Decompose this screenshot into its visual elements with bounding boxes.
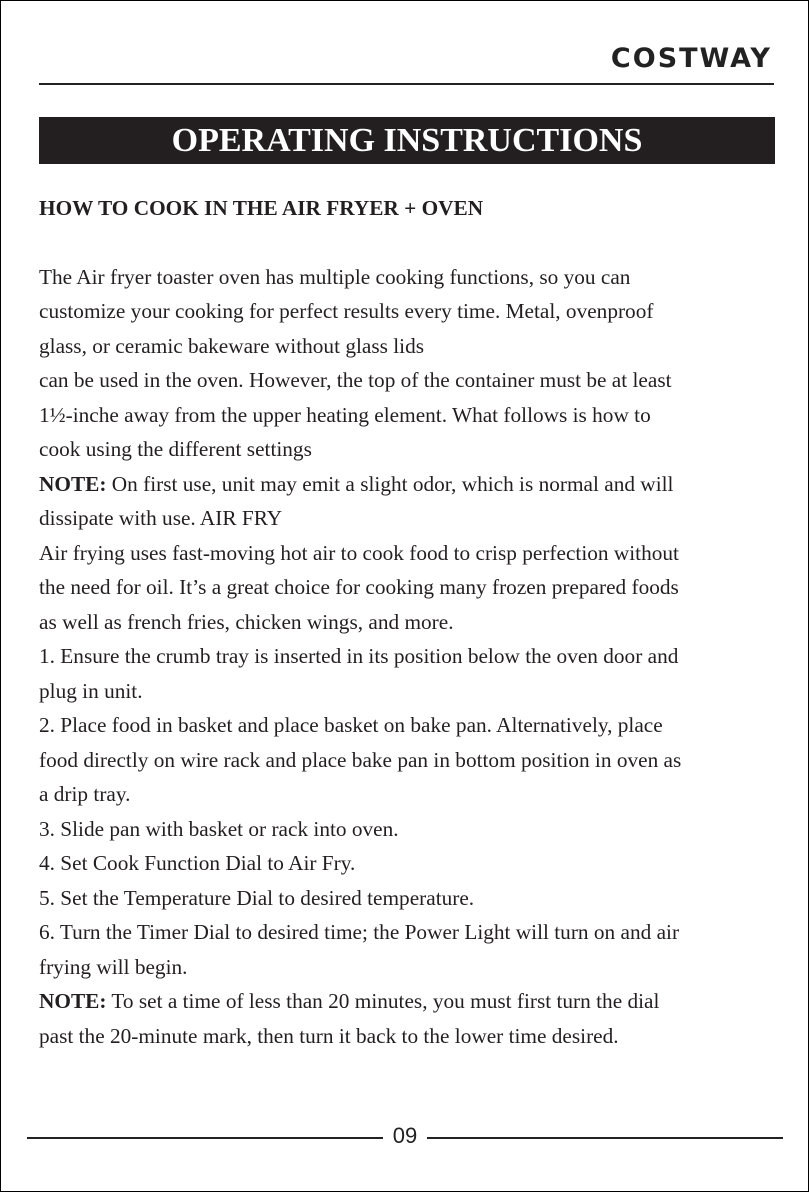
note-label: NOTE: bbox=[39, 989, 107, 1013]
air-fry-line: the need for oil. It’s a great choice for cooking many frozen prepared foods bbox=[39, 575, 679, 599]
step-line: food directly on wire rack and place bake pan in bottom position in oven as bbox=[39, 747, 682, 772]
intro-line: customize your cooking for perfect results every time. Metal, ovenproof bbox=[39, 299, 654, 323]
step-line: 5. Set the Temperature Dial to desired temperature. bbox=[39, 885, 475, 910]
intro-line: glass, or ceramic bakeware without glass lids bbox=[39, 333, 425, 358]
instructions-body bbox=[39, 191, 779, 1053]
step-line: 2. Place food in basket and place basket on bake pan. Alternatively, place bbox=[39, 713, 663, 737]
note-line bbox=[39, 984, 779, 1019]
step-line: 3. Slide pan with basket or rack into oven. bbox=[39, 816, 399, 841]
step-line: a drip tray. bbox=[39, 782, 131, 806]
step-line: frying will begin. bbox=[39, 954, 188, 979]
note-text: On first use, unit may emit a slight odor, which is normal and will bbox=[106, 471, 674, 496]
air-fry-line: Air frying uses fast-moving hot air to cook food to crisp perfection without bbox=[39, 540, 679, 565]
page-title: OPERATING INSTRUCTIONS bbox=[39, 117, 775, 164]
brand-logo: COSTWAY bbox=[610, 43, 772, 74]
intro-line: The Air fryer toaster oven has multiple cooking functions, so you can bbox=[39, 264, 631, 289]
header-divider bbox=[39, 83, 774, 85]
note-line: past the 20-minute mark, then turn it back to the lower time desired. bbox=[39, 1023, 619, 1048]
step-line: 6. Turn the Timer Dial to desired time; the Power Light will turn on and air bbox=[39, 920, 680, 944]
note-line: dissipate with use. AIR FRY bbox=[39, 506, 283, 530]
spacer bbox=[39, 226, 779, 260]
note-label: NOTE: bbox=[39, 471, 107, 496]
step-line: 1. Ensure the crumb tray is inserted in its position below the oven door and bbox=[39, 644, 679, 668]
intro-line: 1½-inche away from the upper heating element. What follows is how to bbox=[39, 402, 651, 427]
section-heading: HOW TO COOK IN THE AIR FRYER + OVEN bbox=[39, 196, 484, 220]
air-fry-line: as well as french fries, chicken wings, and more. bbox=[39, 609, 454, 634]
footer-divider-right bbox=[427, 1137, 783, 1139]
note-line bbox=[39, 467, 779, 502]
step-line: 4. Set Cook Function Dial to Air Fry. bbox=[39, 851, 356, 875]
step-line: plug in unit. bbox=[39, 678, 143, 703]
footer-divider-left bbox=[27, 1137, 383, 1139]
intro-line: can be used in the oven. However, the top of the container must be at least bbox=[39, 368, 672, 392]
page-number: 09 bbox=[392, 1123, 418, 1148]
page-footer bbox=[1, 1123, 808, 1153]
intro-line: cook using the different settings bbox=[39, 437, 312, 461]
note-text: To set a time of less than 20 minutes, you must first turn the dial bbox=[106, 989, 660, 1013]
